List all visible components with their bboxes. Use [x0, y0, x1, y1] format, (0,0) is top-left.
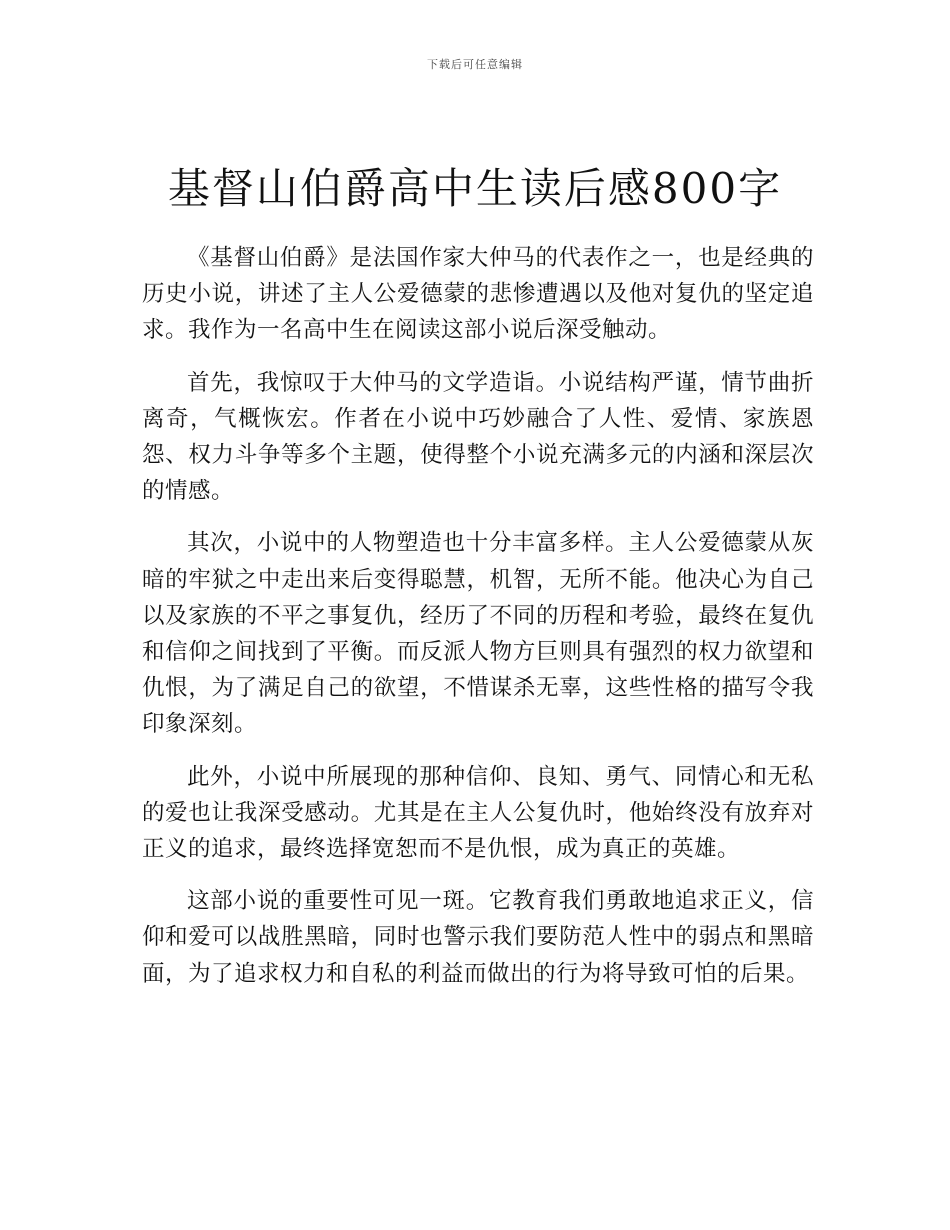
paragraph-characters: 其次，小说中的人物塑造也十分丰富多样。主人公爱德蒙从灰暗的牢狱之中走出来后变得聪慧，机智，无所不能。他决心为自己以及家族的不平之事复仇，经历了不同的历程和考验，最终在复仇和信仰之间找到了平衡。而反派人物方巨则具有强烈的权力欲望和仇恨，为了满足自己的欲望，不惜谋杀无辜，这些性格的描写令我印象深刻。 [142, 530, 814, 738]
paragraph-values: 此外，小说中所展现的那种信仰、良知、勇气、同情心和无私的爱也让我深受感动。尤其是在主人公复仇时，他始终没有放弃对正义的追求，最终选择宽恕而不是仇恨，成为真正的英雄。 [142, 763, 814, 863]
paragraph-literary-skill: 首先，我惊叹于大仲马的文学造诣。小说结构严谨，情节曲折离奇，气概恢宏。作者在小说中巧妙融合了人性、爱情、家族恩怨、权力斗争等多个主题，使得整个小说充满多元的内涵和深层次的情感。 [142, 369, 814, 505]
paragraph-conclusion: 这部小说的重要性可见一斑。它教育我们勇敢地追求正义，信仰和爱可以战胜黑暗，同时也警示我们要防范人性中的弱点和黑暗面，为了追求权力和自私的利益而做出的行为将导致可怕的后果。 [142, 888, 814, 987]
document-title: 基督山伯爵高中生读后感800字 [167, 164, 783, 213]
header-note: 下载后可任意编辑 [427, 58, 523, 71]
document-body [142, 240, 814, 1008]
paragraph-intro: 《基督山伯爵》是法国作家大仲马的代表作之一，也是经典的历史小说，讲述了主人公爱德蒙的悲惨遭遇以及他对复仇的坚定追求。我作为一名高中生在阅读这部小说后深受触动。 [142, 245, 814, 344]
